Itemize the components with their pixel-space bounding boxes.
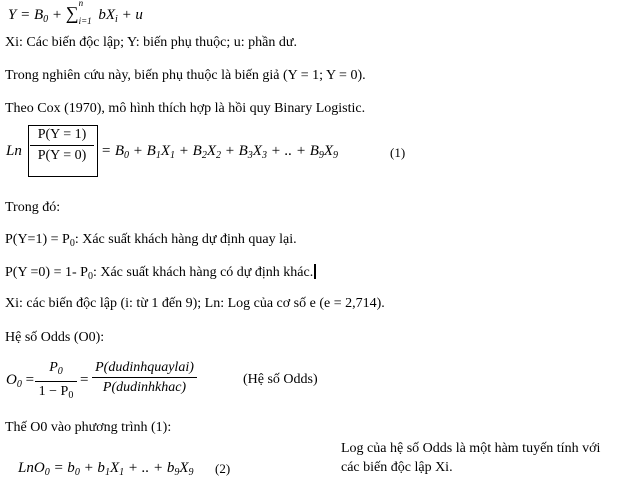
eq3-p3: 0 bbox=[74, 467, 80, 478]
text-cursor bbox=[314, 264, 316, 279]
rhs-p16: X bbox=[323, 143, 334, 159]
eq0-plus: + bbox=[51, 7, 63, 23]
rhs-p6: + B bbox=[175, 143, 202, 159]
eq3-p0: LnO bbox=[18, 460, 45, 476]
equation-log-odds bbox=[18, 460, 194, 481]
eq2-o-sub: 0 bbox=[16, 379, 22, 390]
rhs-p3: 1 bbox=[155, 150, 161, 161]
eq2-den1-sub: 0 bbox=[68, 390, 74, 401]
eq3-p2: = b bbox=[49, 460, 75, 476]
eq3-number: (2) bbox=[215, 461, 231, 476]
eq1-denominator: P(Y = 0) bbox=[37, 148, 87, 163]
eq0-equals: = bbox=[20, 7, 31, 23]
eq3-p4: + b bbox=[79, 460, 105, 476]
paragraph-substitute: Thế O0 vào phương trình (1): bbox=[5, 420, 172, 435]
note-line-2: các biến độc lập Xi. bbox=[341, 460, 453, 475]
rhs-p13: 3 bbox=[261, 150, 267, 161]
rhs-p7: 2 bbox=[201, 150, 207, 161]
eq2-fraction1 bbox=[35, 360, 77, 404]
sigma-symbol: ∑ bbox=[65, 3, 79, 23]
eq2-o-letter: O bbox=[6, 372, 17, 388]
eq1-fraction bbox=[30, 127, 94, 164]
paragraph-dependent: Trong nghiên cứu này, biến phụ thuộc là biến giả (Y = 1; Y = 0). bbox=[5, 68, 366, 83]
paragraph-p-y0 bbox=[5, 264, 316, 285]
eq0-y: Y bbox=[8, 7, 17, 23]
rhs-p15: 9 bbox=[318, 150, 324, 161]
rhs-p11: 3 bbox=[247, 150, 253, 161]
eq0-bx: bX bbox=[98, 7, 116, 23]
paragraph-where: Trong đó: bbox=[5, 200, 61, 215]
eq3-p6: X bbox=[109, 460, 120, 476]
eq3-p7: 1 bbox=[119, 467, 125, 478]
p6-rest: : Xác suất khách hàng có dự định khác. bbox=[92, 265, 314, 280]
paragraph-xi-ln: Xi: các biến độc lập (i: từ 1 đến 9); Ln: Log của cơ số e (e = 2,714). bbox=[5, 296, 385, 311]
eq2-o bbox=[6, 372, 34, 393]
p6-sub: 0 bbox=[87, 271, 93, 282]
eq2-equals2: = bbox=[80, 372, 89, 388]
p5-rest: : Xác suất khách hàng dự định quay lại. bbox=[74, 232, 297, 247]
paragraph-p-y1 bbox=[5, 232, 297, 252]
sigma-upper: n bbox=[78, 0, 84, 8]
eq2-num2: P(dudinhquaylai) bbox=[92, 360, 197, 378]
eq0-b: B bbox=[33, 7, 44, 23]
eq2-den1 bbox=[35, 382, 77, 404]
rhs-p4: X bbox=[160, 143, 171, 159]
eq0-u: + u bbox=[121, 7, 143, 23]
eq3-p1: 0 bbox=[44, 467, 50, 478]
eq1-rhs bbox=[101, 143, 338, 164]
p5-main: P(Y=1) = P bbox=[5, 232, 70, 247]
paragraph-variables: Xi: Các biến độc lập; Y: biến phụ thuộc; u: phần dư. bbox=[5, 35, 297, 50]
eq2-den1-p: 1 − P bbox=[38, 384, 69, 399]
equation-regression bbox=[8, 0, 143, 28]
rhs-p10: + B bbox=[220, 143, 248, 159]
rhs-p12: X bbox=[252, 143, 262, 159]
eq2-num1-p: P bbox=[49, 360, 58, 375]
rhs-p2: + B bbox=[129, 143, 156, 159]
eq2-fraction2 bbox=[92, 360, 197, 396]
rhs-p17: 9 bbox=[333, 150, 339, 161]
note-line-1: Log của hệ số Odds là một hàm tuyến tính với bbox=[341, 441, 601, 456]
rhs-p1: 0 bbox=[124, 150, 130, 161]
rhs-p8: X bbox=[206, 143, 216, 159]
eq3-p10: X bbox=[179, 460, 189, 476]
paragraph-odds-title: Hệ số Odds (O0): bbox=[5, 330, 105, 345]
eq3-p11: 9 bbox=[188, 467, 194, 478]
eq0-b-sub: 0 bbox=[43, 14, 49, 25]
eq3-p5: 1 bbox=[104, 467, 110, 478]
eq2-equals1: = bbox=[25, 372, 35, 388]
paragraph-cox: Theo Cox (1970), mô hình thích hợp là hồi quy Binary Logistic. bbox=[5, 101, 366, 116]
eq2-den2: P(dudinhkhac) bbox=[102, 380, 187, 395]
eq0-x-sub: i bbox=[115, 14, 118, 25]
sigma-lower: i=1 bbox=[78, 16, 92, 26]
eq2-num1-sub: 0 bbox=[57, 366, 63, 377]
eq1-ln: Ln bbox=[6, 143, 22, 159]
rhs-p0: = B bbox=[101, 143, 125, 159]
eq3-p8: + .. + b bbox=[124, 460, 175, 476]
rhs-p5: 1 bbox=[170, 150, 176, 161]
eq2-num1 bbox=[35, 360, 77, 382]
rhs-p14: + .. + B bbox=[266, 143, 319, 159]
eq2-label: (Hệ số Odds) bbox=[243, 372, 318, 387]
eq3-p9: 9 bbox=[174, 467, 180, 478]
eq1-numerator: P(Y = 1) bbox=[30, 127, 94, 146]
eq1-number: (1) bbox=[390, 145, 406, 160]
rhs-p9: 2 bbox=[215, 150, 221, 161]
p6-main: P(Y =0) = 1- P bbox=[5, 265, 88, 280]
p5-sub: 0 bbox=[69, 238, 75, 249]
